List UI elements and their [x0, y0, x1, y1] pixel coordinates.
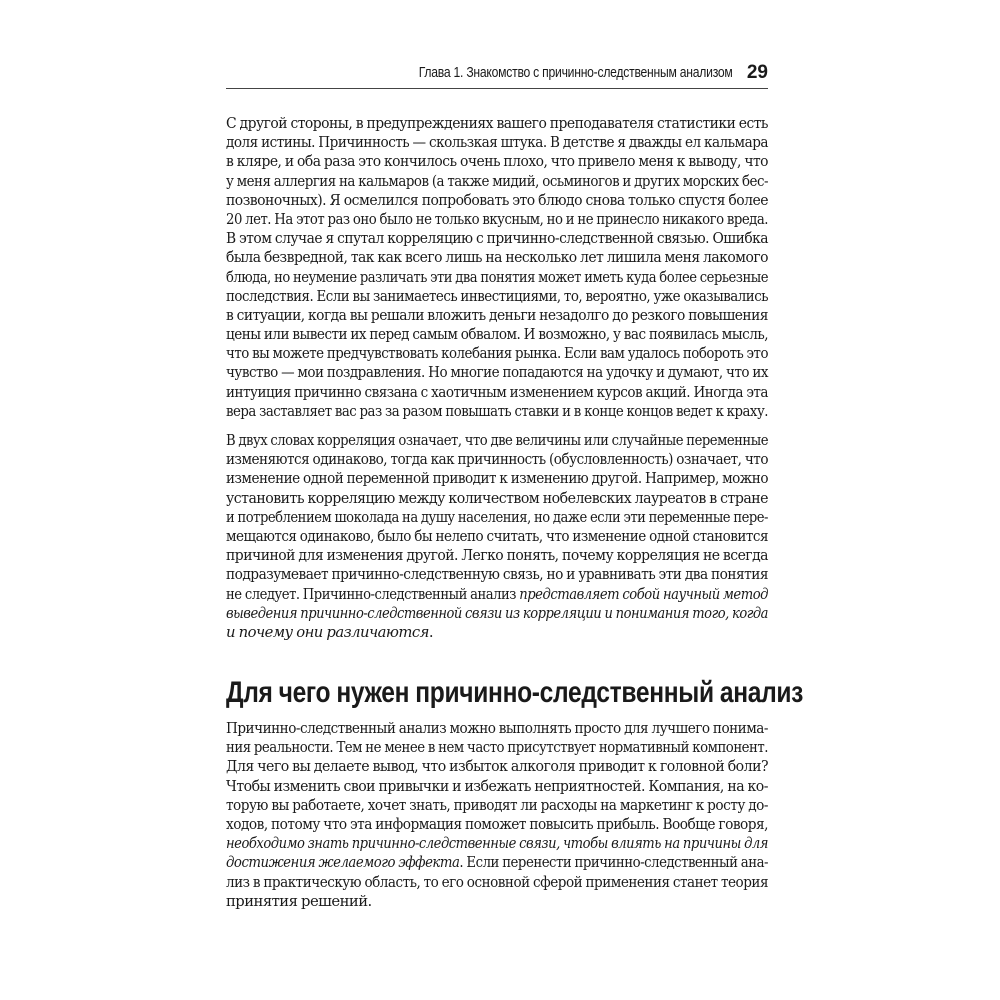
text-line: мещаются одинаково, было бы нелепо считать, что изменение одной становится: [226, 527, 768, 545]
text-line: позвоночных). Я осмелился попробовать это блюдо снова только спустя более: [226, 191, 768, 209]
text-line: последствия. Если вы занимаетесь инвестициями, то, вероятно, уже оказывались: [226, 287, 768, 305]
section-heading: Для чего нужен причинно-следственный анализ: [226, 676, 804, 710]
paragraph-2: [226, 431, 768, 642]
text-line: в ситуации, когда вы решали вложить деньги незадолго до резкого повышения: [226, 306, 768, 324]
text-line: изменяются одинаково, тогда как причинность (обусловленность) означает, что: [226, 451, 768, 469]
text-line: ния реальности. Тем не менее в нем часто присутствует нормативный компонент.: [226, 739, 768, 757]
text-line: и потреблением шоколада на душу населения, но даже если эти переменные пере-: [226, 508, 768, 526]
paragraph-1: [226, 114, 768, 421]
book-page: [226, 0, 804, 1000]
text-line: Причинно-следственный анализ можно выполнять просто для лучшего понима-: [226, 720, 768, 738]
text-line: [226, 853, 768, 872]
text-run: .: [428, 623, 434, 641]
text-line: что вы можете предчувствовать колебания рынка. Если вам удалось побороть это: [226, 345, 768, 363]
text-line: С другой стороны, в предупреждениях вашего преподавателя статистики есть: [226, 115, 768, 132]
text-run: не следует. Причинно-следственный анализ: [226, 585, 520, 603]
text-line: подразумевает причинно-следственную связь, но и уравнивать эти два понятия: [226, 566, 768, 584]
text-line: у меня аллергия на кальмаров (а также мидий, осьминогов и других морских бес-: [226, 172, 768, 190]
text-line: вера заставляет вас раз за разом повышать ставки и в конце концов ведет к краху.: [226, 402, 768, 420]
body-text: [226, 114, 804, 921]
paragraph-3: [226, 719, 768, 911]
text-line: установить корреляцию между количеством нобелевских лауреатов в стране: [226, 489, 768, 507]
text-line: лиз в практическую область, то его основной сферой применения станет теория: [226, 873, 768, 891]
italic-text-run: достижения желаемого эффекта: [226, 854, 460, 872]
text-line: [226, 834, 768, 853]
text-line: изменение одной переменной приводит к изменению другой. Например, можно: [226, 470, 768, 488]
text-line: цены или вывести их перед самым обвалом. И возможно, у вас появилась мысль,: [226, 326, 768, 344]
text-line: в кляре, и оба раза это кончилось очень плохо, что привело меня к выводу, что: [226, 153, 768, 171]
text-line: торую вы работаете, хочет знать, приводят ли расходы на маркетинг к росту до-: [226, 796, 768, 814]
running-title: Глава 1. Знакомство с причинно-следственным анализом: [419, 65, 733, 81]
text-line: доля истины. Причинность — скользкая штука. В детстве я дважды ел кальмара: [226, 134, 768, 152]
text-line: В двух словах корреляция означает, что две величины или случайные переменные: [226, 432, 768, 449]
text-line: [226, 623, 768, 642]
text-line: блюда, но неумение различать эти два понятия может иметь куда более серьезные: [226, 268, 768, 286]
text-line: [226, 585, 768, 604]
text-run: . Если перенести причинно-следственный ана-: [459, 854, 768, 872]
running-header: [226, 58, 768, 89]
text-line: 20 лет. На этот раз оно было не только вкусным, но и не принесло никакого вреда.: [226, 210, 768, 228]
text-line: ходов, потому что эта информация поможет повысить прибыль. Вообще говоря,: [226, 816, 768, 833]
italic-text-run: представляет собой научный метод: [519, 585, 768, 603]
text-line: чувство — мои поздравления. Но многие попадаются на удочку и думают, что их: [226, 364, 768, 382]
text-line: Чтобы изменить свои привычки и избежать неприятностей. Компания, на ко-: [226, 777, 768, 795]
text-line: принятия решений.: [226, 892, 372, 910]
text-line: Для чего вы делаете вывод, что избыток алкоголя приводит к головной боли?: [226, 758, 768, 776]
text-line: причиной для изменения другой. Легко понять, почему корреляция не всегда: [226, 547, 768, 565]
text-line: [226, 604, 768, 623]
italic-text-run: выведения причинно-следственной связи из корреляции и понимания того, когда: [226, 604, 768, 622]
italic-text-run: и почему они различаются: [226, 623, 429, 641]
text-line: была безвредной, так как всего лишь на несколько лет лишила меня лакомого: [226, 249, 768, 267]
text-line: интуиция причинно связана с хаотичным изменением курсов акций. Иногда эта: [226, 383, 768, 401]
text-line: В этом случае я спутал корреляцию с причинно-следственной связью. Ошибка: [226, 230, 768, 248]
italic-text-run: необходимо знать причинно-следственные связи, чтобы влиять на причины для: [226, 835, 768, 853]
page-number: 29: [746, 62, 768, 83]
